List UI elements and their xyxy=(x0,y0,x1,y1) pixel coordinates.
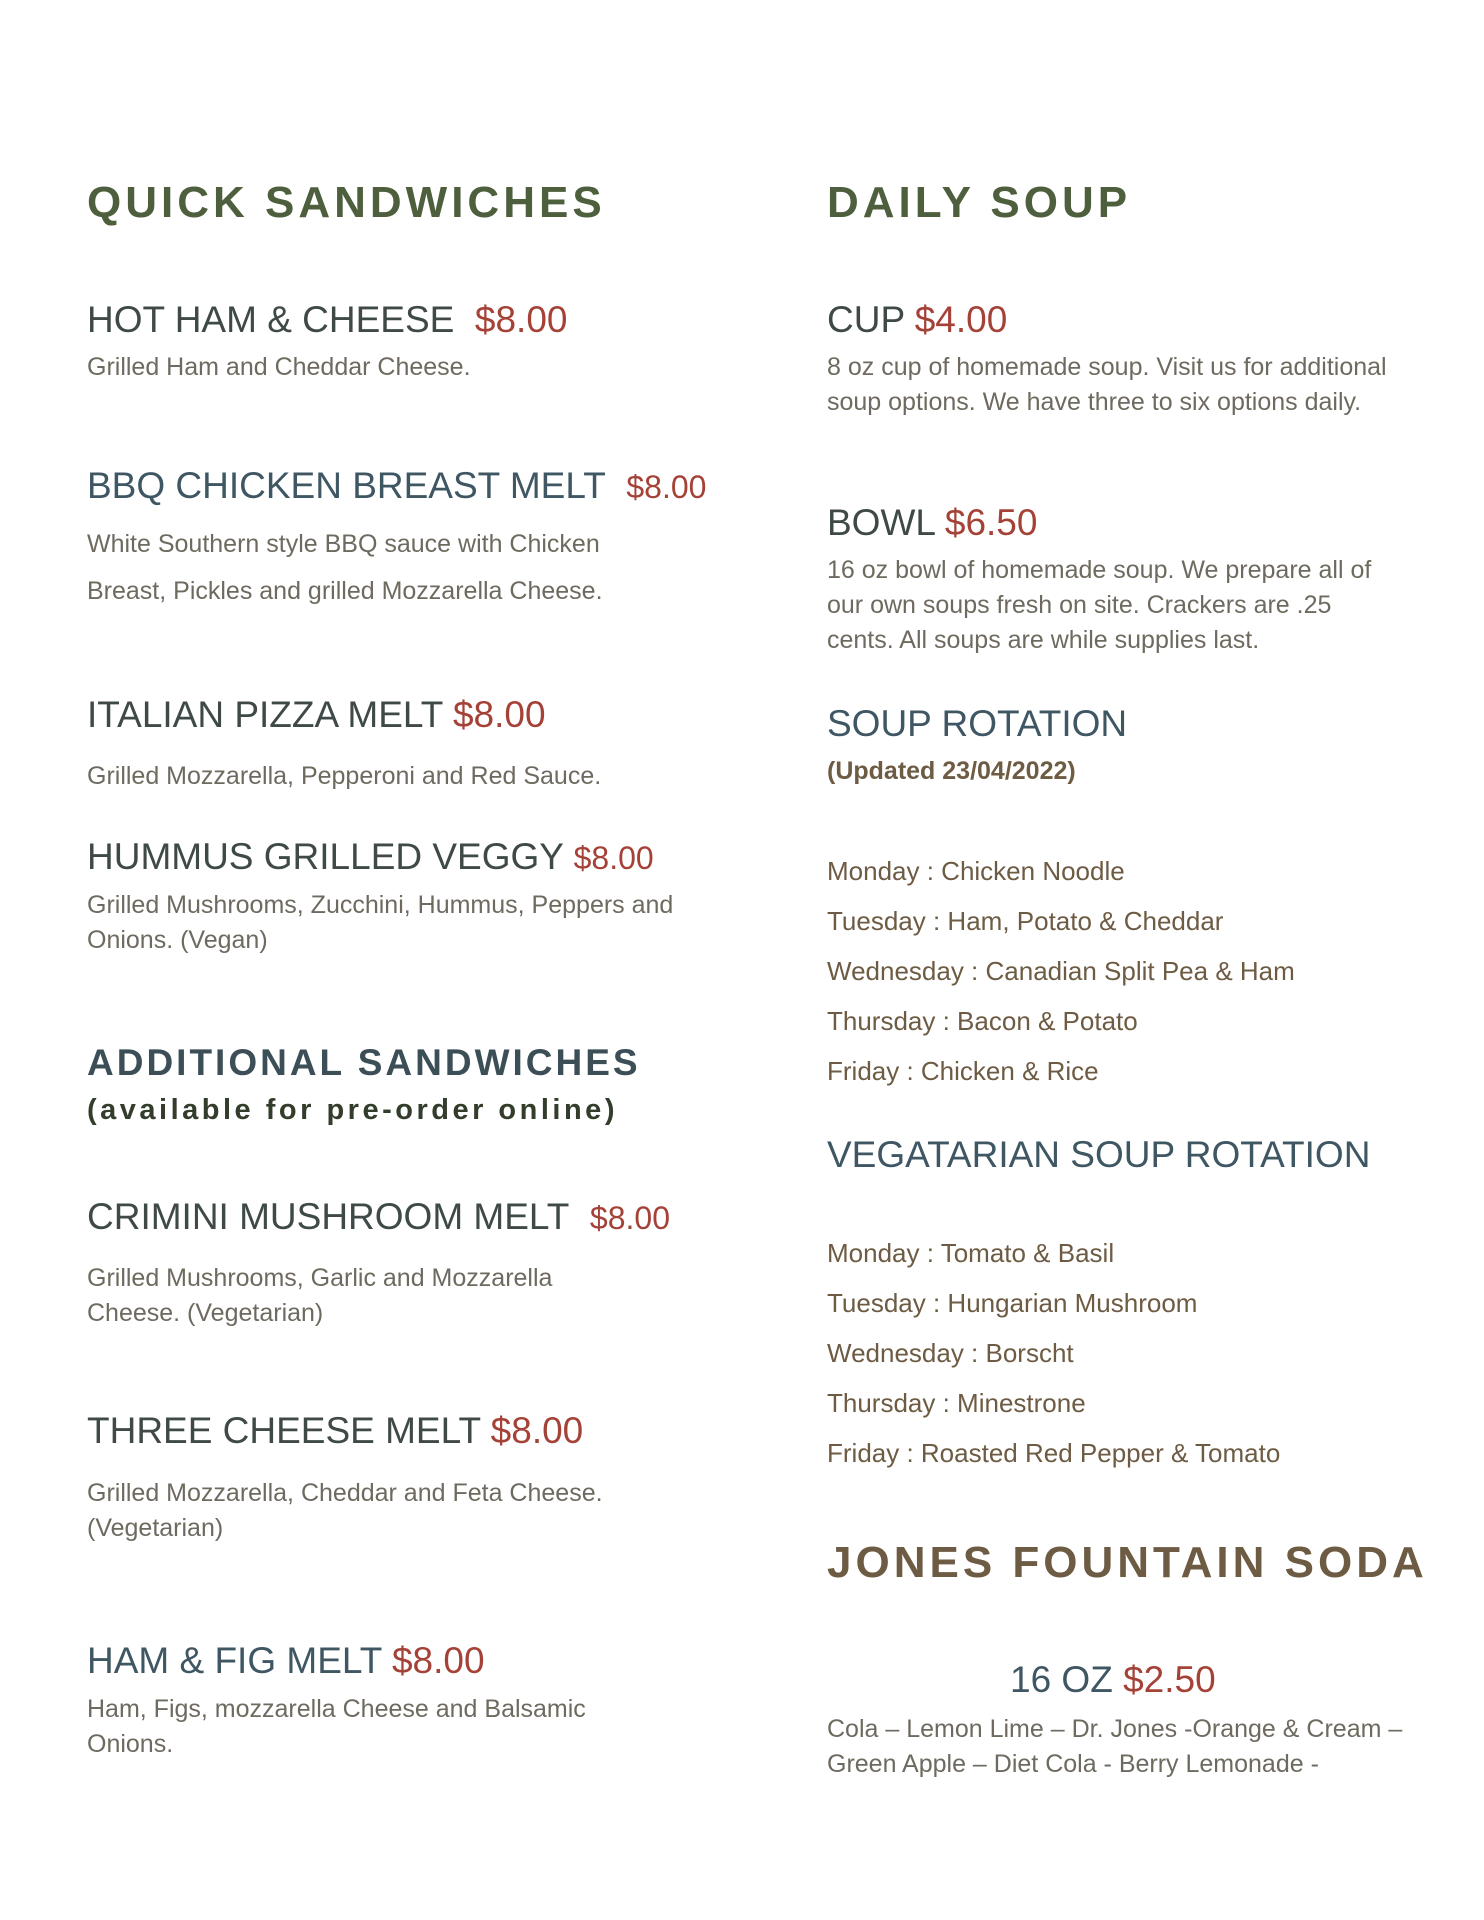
item-price: $8.00 xyxy=(474,299,568,340)
item-description: Grilled Mozzarella, Cheddar and Feta Cheese. (Vegetarian) xyxy=(87,1479,603,1542)
menu-item-cup xyxy=(827,299,1007,341)
menu-item-bowl xyxy=(827,502,1037,544)
item-description: Grilled Ham and Cheddar Cheese. xyxy=(87,353,471,381)
veg-rotation-friday: Friday : Roasted Red Pepper & Tomato xyxy=(827,1438,1281,1468)
pre-order-note: (available for pre-order online) xyxy=(87,1094,618,1126)
item-name: ITALIAN PIZZA MELT xyxy=(87,694,443,735)
item-price: $8.00 xyxy=(626,469,707,505)
item-description: Grilled Mushrooms, Zucchini, Hummus, Peppers and Onions. (Vegan) xyxy=(87,891,674,954)
rotation-tuesday: Tuesday : Ham, Potato & Cheddar xyxy=(827,906,1224,936)
item-name: CUP xyxy=(827,299,905,340)
menu-item-italian-pizza-melt xyxy=(87,694,546,736)
quick-sandwiches-heading: QUICK SANDWICHES xyxy=(87,178,606,227)
item-description: Grilled Mushrooms, Garlic and Mozzarella Cheese. (Vegetarian) xyxy=(87,1264,553,1327)
rotation-wednesday: Wednesday : Canadian Split Pea & Ham xyxy=(827,956,1295,986)
veg-rotation-tuesday: Tuesday : Hungarian Mushroom xyxy=(827,1288,1198,1318)
rotation-monday: Monday : Chicken Noodle xyxy=(827,856,1125,886)
item-name: BBQ CHICKEN BREAST MELT xyxy=(87,465,606,506)
item-description: Grilled Mozzarella, Pepperoni and Red Sauce. xyxy=(87,762,602,790)
soda-price: $2.50 xyxy=(1123,1659,1216,1700)
item-name: CRIMINI MUSHROOM MELT xyxy=(87,1196,570,1237)
rotation-thursday: Thursday : Bacon & Potato xyxy=(827,1006,1138,1036)
menu-item-bbq-chicken-melt xyxy=(87,465,706,507)
item-price: $8.00 xyxy=(573,840,654,876)
veg-rotation-monday: Monday : Tomato & Basil xyxy=(827,1238,1115,1268)
item-description: Ham, Figs, mozzarella Cheese and Balsamic Onions. xyxy=(87,1695,586,1758)
item-price: $8.00 xyxy=(490,1410,584,1451)
soda-size-price xyxy=(1010,1659,1216,1701)
vegetarian-rotation-heading: VEGATARIAN SOUP ROTATION xyxy=(827,1134,1371,1175)
item-name: BOWL xyxy=(827,502,935,543)
item-price: $8.00 xyxy=(452,694,546,735)
item-price: $4.00 xyxy=(914,299,1008,340)
jones-fountain-soda-heading: JONES FOUNTAIN SODA xyxy=(827,1538,1428,1587)
menu-item-crimini-mushroom-melt xyxy=(87,1196,670,1238)
veg-rotation-wednesday: Wednesday : Borscht xyxy=(827,1338,1074,1368)
daily-soup-heading: DAILY SOUP xyxy=(827,178,1132,227)
soda-flavors: Cola – Lemon Lime – Dr. Jones -Orange & Cream – Green Apple – Diet Cola - Berry Lemonade - xyxy=(827,1715,1403,1778)
item-price: $6.50 xyxy=(944,502,1038,543)
menu-item-three-cheese-melt xyxy=(87,1410,583,1452)
item-price: $8.00 xyxy=(391,1640,485,1681)
menu-item-ham-fig-melt xyxy=(87,1640,485,1682)
item-description: 16 oz bowl of homemade soup. We prepare all of our own soups fresh on site. Crackers are .25 cents. All soups are while supplies last. xyxy=(827,556,1372,654)
rotation-friday: Friday : Chicken & Rice xyxy=(827,1056,1099,1086)
soup-rotation-heading: SOUP ROTATION xyxy=(827,703,1128,744)
item-description: 8 oz cup of homemade soup. Visit us for additional soup options. We have three to six options daily. xyxy=(827,353,1387,416)
rotation-updated-note: (Updated 23/04/2022) xyxy=(827,757,1076,785)
item-name: HAM & FIG MELT xyxy=(87,1640,382,1681)
soda-size: 16 OZ xyxy=(1010,1659,1113,1700)
item-name: HUMMUS GRILLED VEGGY xyxy=(87,836,564,877)
additional-sandwiches-heading: ADDITIONAL SANDWICHES xyxy=(87,1042,641,1083)
item-price: $8.00 xyxy=(589,1200,670,1236)
menu-item-hummus-grilled-veggy xyxy=(87,836,654,878)
menu-item-hot-ham-cheese xyxy=(87,299,567,341)
item-name: THREE CHEESE MELT xyxy=(87,1410,481,1451)
veg-rotation-thursday: Thursday : Minestrone xyxy=(827,1388,1086,1418)
item-description: White Southern style BBQ sauce with Chicken Breast, Pickles and grilled Mozzarella Cheese. xyxy=(87,530,603,605)
item-name: HOT HAM & CHEESE xyxy=(87,299,455,340)
